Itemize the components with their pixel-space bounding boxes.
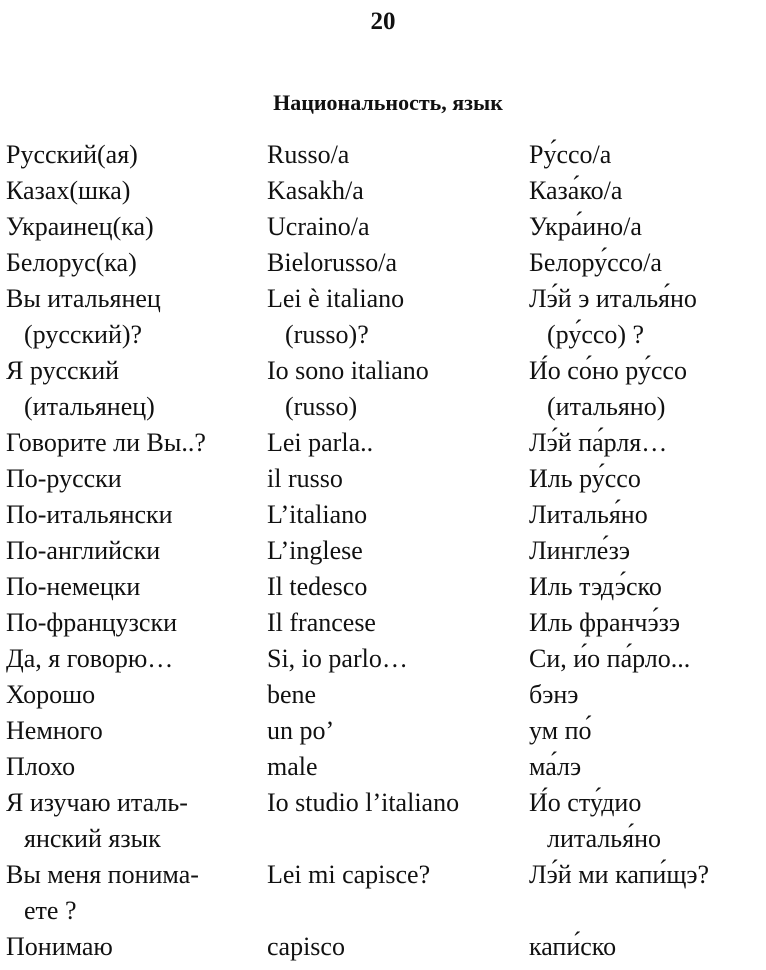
russian-cell-line: Плохо (6, 752, 76, 781)
italian-cell-line: Il tedesco (267, 572, 368, 601)
italian-cell (262, 353, 524, 425)
italian-cell-line: capisco (267, 932, 345, 961)
transcription-cell-line: бэнэ (529, 680, 579, 709)
italian-cell (262, 461, 524, 497)
russian-cell-line: Я изучаю италь- (6, 788, 188, 817)
transcription-cell-line: Иль франчэ́зэ (529, 608, 681, 637)
italian-cell-line: L’italiano (267, 500, 368, 529)
italian-cell-line: bene (267, 680, 317, 709)
phrase-row (0, 857, 766, 929)
italian-cell-line: Bielorusso/a (267, 248, 397, 277)
section-heading: Национальность, язык (273, 90, 503, 115)
italian-cell-line: Si, io parlo… (267, 644, 408, 673)
transcription-cell (524, 461, 766, 497)
transcription-cell (524, 713, 766, 749)
transcription-cell-line: Лингле́зэ (529, 536, 631, 565)
transcription-cell-line: (итальяно) (547, 392, 666, 421)
russian-cell-line: Вы итальянец (6, 284, 161, 313)
phrase-row (0, 749, 766, 785)
russian-cell (0, 641, 262, 677)
transcription-cell (524, 209, 766, 245)
transcription-cell-line: ма́лэ (529, 752, 582, 781)
italian-cell (262, 677, 524, 713)
russian-cell (0, 461, 262, 497)
phrase-row (0, 533, 766, 569)
transcription-cell-line: Ру́ссо/а (529, 140, 612, 169)
russian-cell-line: Я русский (6, 356, 120, 385)
transcription-cell-line: ум по́ (529, 716, 592, 745)
italian-cell-line: (russo)? (285, 320, 369, 349)
italian-cell-line: Io sono italiano (267, 356, 429, 385)
italian-cell-line: male (267, 752, 318, 781)
russian-cell (0, 245, 262, 281)
russian-cell-line: По-русски (6, 464, 122, 493)
transcription-cell (524, 641, 766, 677)
italian-cell (262, 785, 524, 857)
russian-cell-line: Понимаю (6, 932, 113, 961)
russian-cell (0, 857, 262, 929)
russian-cell (0, 497, 262, 533)
transcription-cell (524, 353, 766, 425)
italian-cell (262, 641, 524, 677)
phrase-row (0, 605, 766, 641)
russian-cell (0, 713, 262, 749)
phrase-row (0, 137, 766, 173)
russian-cell-line: Немного (6, 716, 103, 745)
italian-cell-line: Lei parla.. (267, 428, 374, 457)
phrase-row (0, 461, 766, 497)
italian-cell-line: Lei mi capisce? (267, 860, 431, 889)
transcription-cell-line: Си, и́о па́рло... (529, 644, 691, 673)
russian-cell-line: Хорошо (6, 680, 96, 709)
russian-cell (0, 137, 262, 173)
transcription-cell (524, 605, 766, 641)
italian-cell (262, 245, 524, 281)
russian-cell (0, 353, 262, 425)
italian-cell-line: Kasakh/a (267, 176, 364, 205)
phrase-row (0, 245, 766, 281)
transcription-cell (524, 137, 766, 173)
transcription-cell-line: Иль ру́ссо (529, 464, 641, 493)
russian-cell (0, 209, 262, 245)
transcription-cell (524, 533, 766, 569)
russian-cell (0, 425, 262, 461)
transcription-cell-line: И́о со́но ру́ссо (529, 356, 687, 385)
russian-cell (0, 569, 262, 605)
phrase-row (0, 785, 766, 857)
italian-cell (262, 569, 524, 605)
russian-cell (0, 281, 262, 353)
italian-cell-line: Io studio l’italiano (267, 788, 460, 817)
phrase-table (0, 137, 766, 965)
italian-cell (262, 749, 524, 785)
russian-cell (0, 749, 262, 785)
transcription-cell-line: Иль тэдэ́ско (529, 572, 662, 601)
italian-cell (262, 281, 524, 353)
italian-cell-line: L’inglese (267, 536, 363, 565)
transcription-cell-line: Литалья́но (529, 500, 648, 529)
transcription-cell-line: Каза́ко/а (529, 176, 623, 205)
transcription-cell-line: И́о сту́дио (529, 788, 642, 817)
transcription-cell-line: Лэ́й э италья́но (529, 284, 697, 313)
russian-cell-line: По-французски (6, 608, 178, 637)
transcription-cell (524, 569, 766, 605)
transcription-cell-line: (ру́ссо) ? (547, 320, 645, 349)
phrase-row (0, 209, 766, 245)
transcription-cell-line: Укра́ино/а (529, 212, 642, 241)
italian-cell-line (267, 821, 524, 857)
italian-cell-line: il russo (267, 464, 343, 493)
transcription-cell-line: капи́ско (529, 932, 617, 961)
transcription-cell (524, 281, 766, 353)
italian-cell-line: Lei è italiano (267, 284, 405, 313)
italian-cell (262, 425, 524, 461)
russian-cell (0, 677, 262, 713)
russian-cell-line: Казах(шка) (6, 176, 131, 205)
italian-cell (262, 713, 524, 749)
phrase-row (0, 929, 766, 965)
phrase-row (0, 677, 766, 713)
transcription-cell (524, 857, 766, 929)
italian-cell (262, 929, 524, 965)
russian-cell-line: Вы меня понима- (6, 860, 199, 889)
russian-cell (0, 605, 262, 641)
italian-cell-line: un po’ (267, 716, 335, 745)
transcription-cell (524, 929, 766, 965)
italian-cell (262, 533, 524, 569)
italian-cell (262, 173, 524, 209)
italian-cell (262, 857, 524, 929)
italian-cell (262, 137, 524, 173)
italian-cell-line (267, 893, 524, 929)
transcription-cell-line (529, 893, 766, 929)
page-number: 20 (370, 8, 396, 35)
transcription-cell (524, 245, 766, 281)
russian-cell-line: Украинец(ка) (6, 212, 154, 241)
russian-cell-line: ете ? (24, 896, 77, 925)
phrase-row (0, 713, 766, 749)
russian-cell (0, 785, 262, 857)
transcription-cell (524, 173, 766, 209)
transcription-cell (524, 677, 766, 713)
transcription-cell-line: Белору́ссо/а (529, 248, 662, 277)
italian-cell (262, 209, 524, 245)
russian-cell-line: Русский(ая) (6, 140, 138, 169)
russian-cell-line: По-итальянски (6, 500, 173, 529)
phrase-row (0, 425, 766, 461)
russian-cell (0, 929, 262, 965)
transcription-cell-line: литалья́но (547, 824, 662, 853)
transcription-cell-line: Лэ́й ми капи́щэ? (529, 860, 710, 889)
phrase-row (0, 353, 766, 425)
italian-cell (262, 605, 524, 641)
transcription-cell (524, 749, 766, 785)
russian-cell (0, 533, 262, 569)
russian-cell-line: (итальянец) (24, 392, 155, 421)
russian-cell-line: Говорите ли Вы..? (6, 428, 206, 457)
russian-cell-line: По-английски (6, 536, 161, 565)
transcription-cell-line: Лэ́й па́рля… (529, 428, 668, 457)
russian-cell (0, 173, 262, 209)
russian-cell-line: По-немецки (6, 572, 141, 601)
transcription-cell (524, 425, 766, 461)
phrase-row (0, 569, 766, 605)
transcription-cell (524, 497, 766, 533)
phrase-row (0, 641, 766, 677)
russian-cell-line: Да, я говорю… (6, 644, 174, 673)
italian-cell (262, 497, 524, 533)
italian-cell-line: Ucraino/a (267, 212, 370, 241)
italian-cell-line: (russo) (285, 392, 358, 421)
italian-cell-line: Il francese (267, 608, 376, 637)
transcription-cell (524, 785, 766, 857)
italian-cell-line: Russo/a (267, 140, 350, 169)
russian-cell-line: янский язык (24, 824, 161, 853)
russian-cell-line: Белорус(ка) (6, 248, 137, 277)
phrase-row (0, 281, 766, 353)
phrase-row (0, 497, 766, 533)
russian-cell-line: (русский)? (24, 320, 143, 349)
phrase-row (0, 173, 766, 209)
